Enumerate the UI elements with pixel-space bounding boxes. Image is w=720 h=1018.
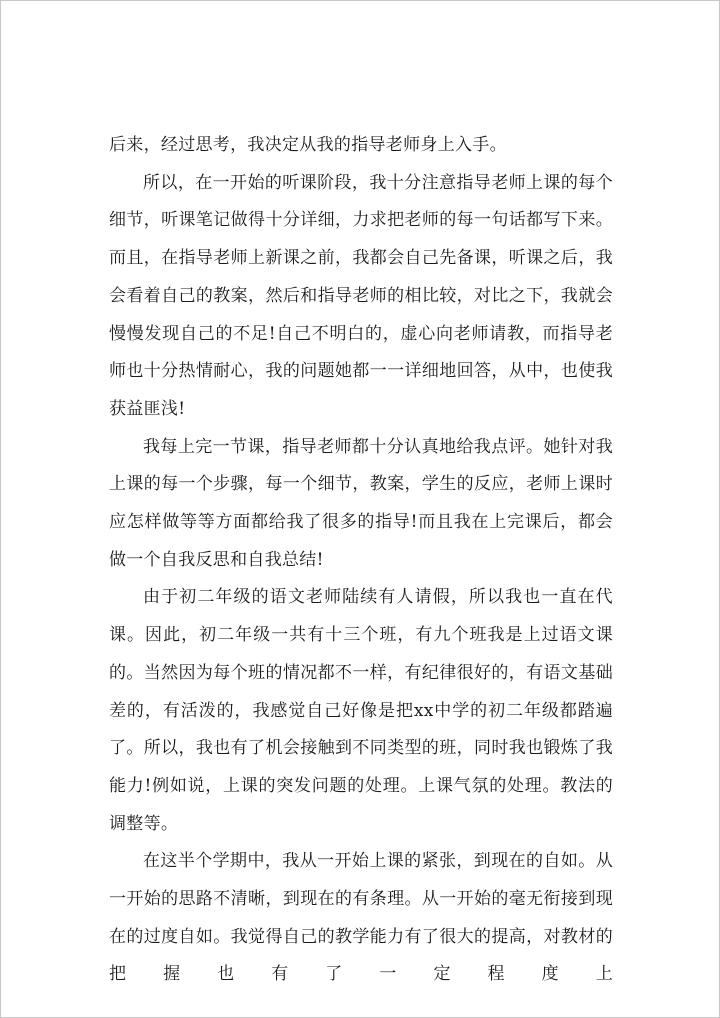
paragraph-3: 我每上完一节课，指导老师都十分认真地给我点评。她针对我上课的每一个步骤，每一个细节，教案，学生的反应，老师上课时应怎样做等等方面都给我了很多的指导!而且我在上完课后，都会做一个自我反思和自我总结!: [109, 436, 613, 570]
paragraph-2: 所以，在一开始的听课阶段，我十分注意指导老师上课的每个细节，听课笔记做得十分详细，力求把老师的每一句话都写下来。而且，在指导老师上新课之前，我都会自己先备课，听课之后，我会看着自己的教案，然后和指导老师的相比较，对比之下，我就会慢慢发现自己的不足!自己不明白的，虚心向老师请教，而指导老师也十分热情耐心，我的问题她都一一详细地回答，从中，也使我获益匪浅!: [109, 172, 613, 419]
paragraph-4: 由于初二年级的语文老师陆续有人请假，所以我也一直在代课。因此，初二年级一共有十三个班，有九个班我是上过语文课的。当然因为每个班的情况都不一样，有纪律很好的，有语文基础差的，有活泼的，我感觉自己好像是把xx中学的初二年级都踏遍了。所以，我也有了机会接触到不同类型的班，同时我也锻炼了我能力!例如说，上课的突发问题的处理。上课气氛的处理。教法的调整等。: [109, 587, 613, 834]
paragraph-1: 后来，经过思考，我决定从我的指导老师身上入手。: [109, 135, 507, 155]
paragraph-5: 在这半个学期中，我从一开始上课的紧张，到现在的自如。从一开始的思路不清晰，到现在的有条理。从一开始的毫无衔接到现在的过度自如。我觉得自己的教学能力有了很大的提高，对教材的把握也有了一定程度上: [109, 851, 613, 985]
document-body: [109, 127, 613, 994]
